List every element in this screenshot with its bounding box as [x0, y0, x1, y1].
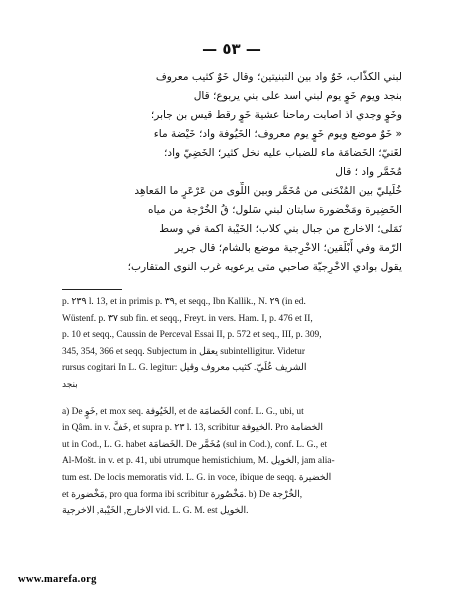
site-watermark: www.marefa.org [18, 574, 97, 585]
arabic-line: « خَوٌ موضع ويوم خَوٍ يوم معروف؛ الخَيُوفة واد؛ خَيْضة ماء [153, 128, 402, 140]
footnote-a-line: ut in Cod., L. G. habet الخَضامَة. De مُخَمَّر (sul in Cod.), conf. L. G., et [62, 439, 328, 450]
arabic-line: لبني الكذّاب، خَوٌ واد بين التبنيتين؛ وقال خَوٌ كثيب معروف [155, 71, 402, 83]
footnote-line: 345, 354, 366 et seqq. Subjectum in يعقل subintelligitur. Videtur [62, 346, 305, 357]
arabic-line: بنجد ويوم خَوٍ يوم لبني اسد على بني يربوع؛ قال [193, 90, 402, 102]
footnote-line: p. 10 et seqq., Caussin de Perceval Essai II, p. 572 et seq., III, p. 309, [62, 330, 322, 341]
arabic-line: نَمَلى؛ الاخارج من جبال بني كلاب؛ الخَيْبة اكمة في وسط [159, 223, 402, 235]
footnote-a-line: in Qâm. in v. خَفَّ, et supra p. ٢٣ l. 13, scribitur الخيوفة. Pro الخضامة [62, 423, 323, 434]
footnote-a-line: et مَخْضورة, pro qua forma ibi scribitur مَخْصُورة. b) De الخُرْجة, [62, 489, 303, 500]
footnote-a-line: tum est. De locis memoratis vid. L. G. in voce, ibique de seqq. الخضيرة [62, 472, 332, 483]
page-number: — ٥٣ — [202, 40, 261, 58]
footnote-divider [62, 289, 122, 290]
arabic-line: مُخَمَّر واد ؛ قال [335, 166, 402, 178]
footnote-line: بنجد [62, 379, 78, 390]
arabic-line: يقول بوادي الاخْرِجيّة صاحبي متى يرعويه غرب النوى المتقارب؛ [127, 261, 402, 273]
arabic-line: الخَضِيرة ومَخْضورة سابتان لبني سَلول؛ قُ الخُرْجة من مياه [147, 204, 402, 216]
footnote-line: rursus cogitari In L. G. legitur: الشريف عُلَيّ. كثيب معروف وقيل [62, 363, 307, 374]
arabic-line: الرّمة وفي أَبْلَقين؛ الاخْرِجية موضع بالشام؛ قال جرير [174, 242, 402, 254]
footnote-a-line: الاخارج, الخَيْبة, الاخرجية vid. L. G. M. est الخويل. [62, 506, 249, 517]
arabic-main-text [62, 68, 402, 277]
footnote-a-line: a) De خَوٍ, et mox seq. الخَيُوفة, et de الخَضامَة conf. L. G., ubi, ut [62, 406, 304, 417]
arabic-line: وخَوٍ وجدي اذ اصابت رماحنا عشية خَوٍ رقط قيس بن جابر؛ [150, 109, 402, 121]
footnote-line: p. ٢٣٩ l. 13, et in primis p. ٣٩, et seqq., Ibn Kallik., N. ٢٩ (in ed. [62, 297, 306, 307]
arabic-line: خُلَيليّ بين المُنْحَنى من مُخَمَّر وبين اللِّوى من عَرْعَرٍ ما المَعاهِد [134, 185, 402, 197]
footnotes [62, 294, 402, 520]
footnote-a-line: Al-Mošt. in v. et p. 41, ubi utrumque hemistichium, M. الخويل, jam alia- [62, 456, 335, 467]
footnote-line: Wüstenf. p. ٣٧ sub fin. et seqq., Freyt. in vers. Ham. I, p. 476 et II, [62, 313, 313, 324]
arabic-line: لغَنيّ؛ الخَضامَة ماء للضباب عليه نخل كثير؛ الخَضِيّ واد؛ [164, 147, 402, 159]
